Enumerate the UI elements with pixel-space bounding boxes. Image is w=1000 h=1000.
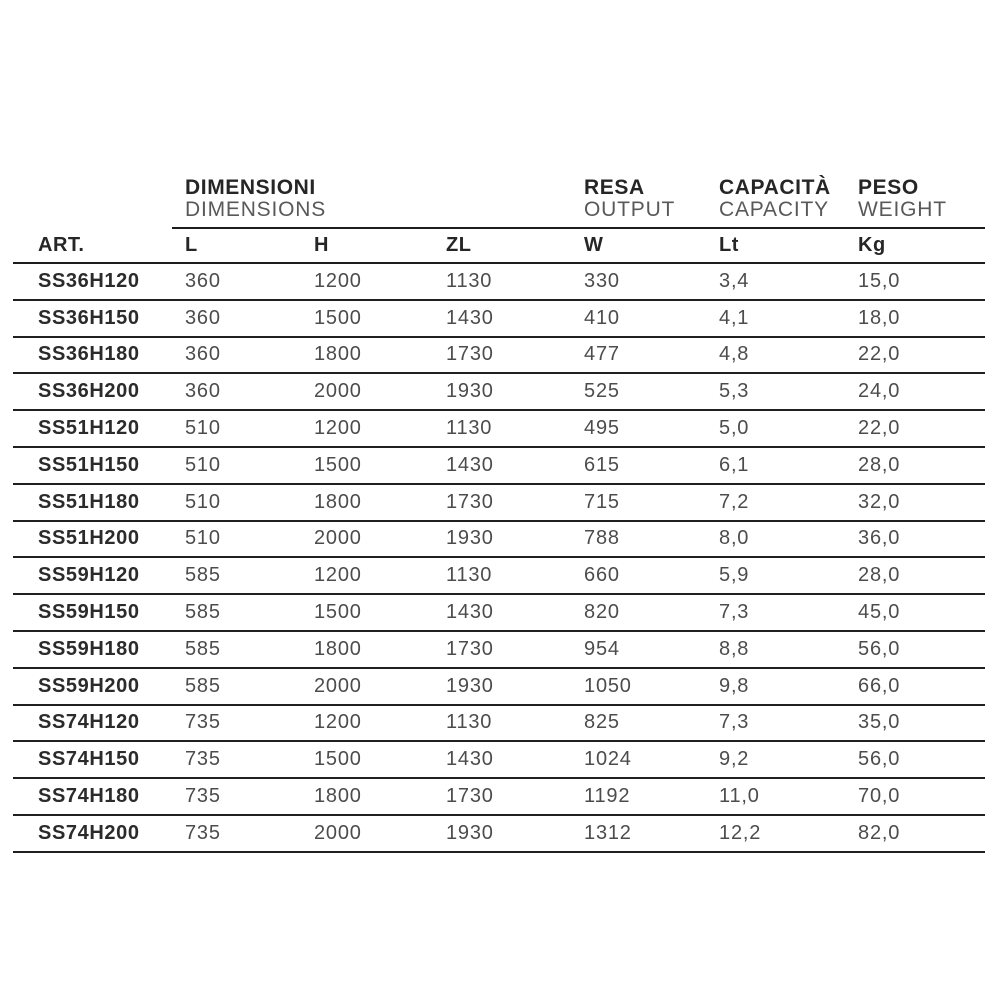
value-cell: 735 <box>172 741 301 778</box>
value-cell: 1050 <box>571 668 706 705</box>
col-header-kg: Kg <box>845 228 985 263</box>
value-cell: 22,0 <box>845 337 985 374</box>
value-cell: 1730 <box>433 337 571 374</box>
value-cell: 510 <box>172 484 301 521</box>
table-row <box>13 484 985 521</box>
value-cell: 2000 <box>301 373 433 410</box>
col-header-w: W <box>571 228 706 263</box>
value-cell: 28,0 <box>845 447 985 484</box>
art-code: SS36H200 <box>13 373 172 410</box>
value-cell: 330 <box>571 263 706 300</box>
art-code: SS51H150 <box>13 447 172 484</box>
value-cell: 615 <box>571 447 706 484</box>
value-cell: 5,0 <box>706 410 845 447</box>
group-header-weight <box>845 177 985 228</box>
value-cell: 1024 <box>571 741 706 778</box>
table-row <box>13 631 985 668</box>
value-cell: 5,9 <box>706 557 845 594</box>
group-header-dimensions <box>172 177 571 228</box>
value-cell: 36,0 <box>845 521 985 558</box>
value-cell: 1930 <box>433 815 571 852</box>
value-cell: 56,0 <box>845 631 985 668</box>
art-code: SS74H120 <box>13 705 172 742</box>
art-code: SS74H150 <box>13 741 172 778</box>
value-cell: 1730 <box>433 484 571 521</box>
table-row <box>13 594 985 631</box>
col-header-art: ART. <box>13 228 172 263</box>
value-cell: 15,0 <box>845 263 985 300</box>
value-cell: 1500 <box>301 594 433 631</box>
value-cell: 28,0 <box>845 557 985 594</box>
value-cell: 1730 <box>433 631 571 668</box>
table-row <box>13 778 985 815</box>
art-code: SS36H180 <box>13 337 172 374</box>
value-cell: 495 <box>571 410 706 447</box>
art-code: SS51H180 <box>13 484 172 521</box>
table-row <box>13 741 985 778</box>
value-cell: 1130 <box>433 263 571 300</box>
group-header-output <box>571 177 706 228</box>
value-cell: 360 <box>172 300 301 337</box>
value-cell: 1312 <box>571 815 706 852</box>
value-cell: 2000 <box>301 815 433 852</box>
value-cell: 1200 <box>301 557 433 594</box>
value-cell: 4,8 <box>706 337 845 374</box>
art-code: SS51H120 <box>13 410 172 447</box>
value-cell: 66,0 <box>845 668 985 705</box>
value-cell: 510 <box>172 447 301 484</box>
value-cell: 35,0 <box>845 705 985 742</box>
art-code: SS59H180 <box>13 631 172 668</box>
value-cell: 1192 <box>571 778 706 815</box>
value-cell: 4,1 <box>706 300 845 337</box>
group-header-spacer <box>13 177 172 228</box>
value-cell: 82,0 <box>845 815 985 852</box>
value-cell: 1800 <box>301 778 433 815</box>
value-cell: 1500 <box>301 300 433 337</box>
value-cell: 7,2 <box>706 484 845 521</box>
value-cell: 360 <box>172 373 301 410</box>
col-header-h: H <box>301 228 433 263</box>
value-cell: 32,0 <box>845 484 985 521</box>
value-cell: 585 <box>172 557 301 594</box>
col-header-lt: Lt <box>706 228 845 263</box>
value-cell: 1200 <box>301 263 433 300</box>
value-cell: 45,0 <box>845 594 985 631</box>
group-secondary-label: CAPACITY <box>719 198 829 221</box>
value-cell: 510 <box>172 410 301 447</box>
value-cell: 22,0 <box>845 410 985 447</box>
value-cell: 715 <box>571 484 706 521</box>
value-cell: 1430 <box>433 594 571 631</box>
group-secondary-label: WEIGHT <box>858 198 947 221</box>
value-cell: 1200 <box>301 410 433 447</box>
value-cell: 1430 <box>433 741 571 778</box>
value-cell: 1500 <box>301 741 433 778</box>
value-cell: 1430 <box>433 300 571 337</box>
art-code: SS74H200 <box>13 815 172 852</box>
value-cell: 18,0 <box>845 300 985 337</box>
value-cell: 1430 <box>433 447 571 484</box>
value-cell: 1130 <box>433 557 571 594</box>
value-cell: 1730 <box>433 778 571 815</box>
value-cell: 788 <box>571 521 706 558</box>
value-cell: 9,2 <box>706 741 845 778</box>
value-cell: 2000 <box>301 668 433 705</box>
value-cell: 12,2 <box>706 815 845 852</box>
table-row <box>13 300 985 337</box>
group-primary-label: PESO <box>858 176 919 199</box>
value-cell: 1500 <box>301 447 433 484</box>
value-cell: 5,3 <box>706 373 845 410</box>
value-cell: 1930 <box>433 668 571 705</box>
value-cell: 1130 <box>433 410 571 447</box>
table-row <box>13 557 985 594</box>
group-primary-label: DIMENSIONI <box>185 176 316 199</box>
value-cell: 1930 <box>433 521 571 558</box>
value-cell: 1200 <box>301 705 433 742</box>
value-cell: 70,0 <box>845 778 985 815</box>
value-cell: 360 <box>172 263 301 300</box>
value-cell: 585 <box>172 594 301 631</box>
value-cell: 24,0 <box>845 373 985 410</box>
value-cell: 8,8 <box>706 631 845 668</box>
art-code: SS59H150 <box>13 594 172 631</box>
group-primary-label: RESA <box>584 176 645 199</box>
group-primary-label: CAPACITÀ <box>719 176 831 199</box>
value-cell: 6,1 <box>706 447 845 484</box>
group-header-capacity <box>706 177 845 228</box>
value-cell: 735 <box>172 705 301 742</box>
table-row <box>13 337 985 374</box>
table-row <box>13 263 985 300</box>
art-code: SS36H150 <box>13 300 172 337</box>
col-header-l: L <box>172 228 301 263</box>
group-secondary-label: OUTPUT <box>584 198 676 221</box>
table-row <box>13 815 985 852</box>
value-cell: 525 <box>571 373 706 410</box>
value-cell: 825 <box>571 705 706 742</box>
value-cell: 1930 <box>433 373 571 410</box>
value-cell: 735 <box>172 815 301 852</box>
value-cell: 510 <box>172 521 301 558</box>
art-code: SS51H200 <box>13 521 172 558</box>
art-code: SS59H200 <box>13 668 172 705</box>
col-header-zl: ZL <box>433 228 571 263</box>
value-cell: 360 <box>172 337 301 374</box>
table-row <box>13 410 985 447</box>
value-cell: 410 <box>571 300 706 337</box>
table-row <box>13 447 985 484</box>
value-cell: 2000 <box>301 521 433 558</box>
group-secondary-label: DIMENSIONS <box>185 198 327 221</box>
value-cell: 7,3 <box>706 594 845 631</box>
art-code: SS74H180 <box>13 778 172 815</box>
value-cell: 56,0 <box>845 741 985 778</box>
value-cell: 954 <box>571 631 706 668</box>
value-cell: 11,0 <box>706 778 845 815</box>
table-row <box>13 373 985 410</box>
art-code: SS59H120 <box>13 557 172 594</box>
table-row <box>13 668 985 705</box>
value-cell: 7,3 <box>706 705 845 742</box>
value-cell: 8,0 <box>706 521 845 558</box>
value-cell: 1800 <box>301 631 433 668</box>
value-cell: 660 <box>571 557 706 594</box>
table-row <box>13 521 985 558</box>
value-cell: 1800 <box>301 484 433 521</box>
art-code: SS36H120 <box>13 263 172 300</box>
value-cell: 477 <box>571 337 706 374</box>
value-cell: 735 <box>172 778 301 815</box>
column-header-row <box>13 228 985 263</box>
value-cell: 1130 <box>433 705 571 742</box>
value-cell: 585 <box>172 668 301 705</box>
value-cell: 820 <box>571 594 706 631</box>
group-header-row <box>13 177 985 228</box>
value-cell: 9,8 <box>706 668 845 705</box>
value-cell: 585 <box>172 631 301 668</box>
value-cell: 1800 <box>301 337 433 374</box>
spec-table <box>13 177 985 853</box>
table-row <box>13 705 985 742</box>
value-cell: 3,4 <box>706 263 845 300</box>
